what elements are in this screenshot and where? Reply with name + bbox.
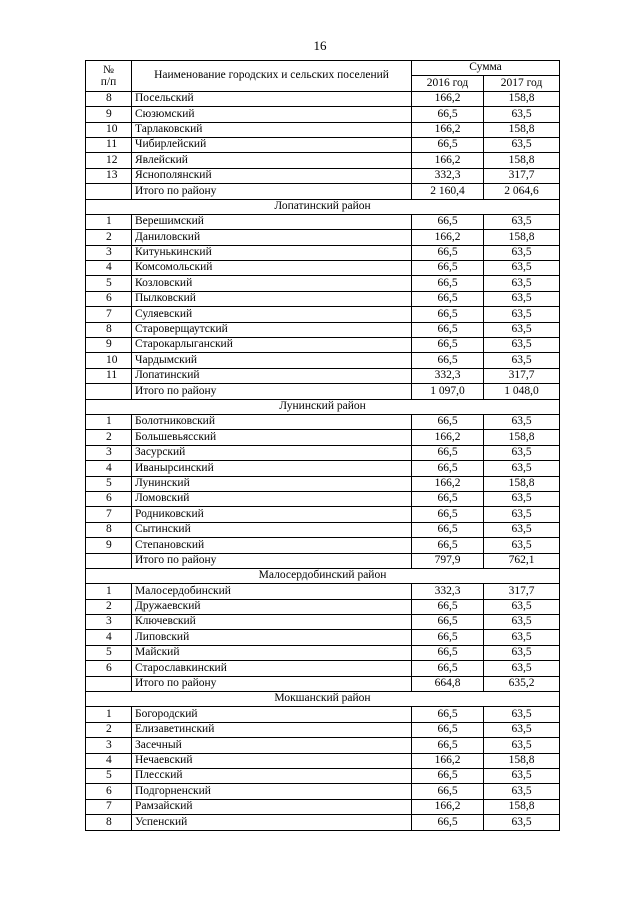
row-number: 7 — [86, 307, 132, 322]
total-number-blank — [86, 676, 132, 691]
settlement-name: Тарлаковский — [132, 122, 412, 137]
table-row — [86, 522, 560, 537]
sum-2016: 66,5 — [412, 445, 484, 460]
sum-2016: 66,5 — [412, 461, 484, 476]
settlement-name: Старокарлыганский — [132, 338, 412, 353]
sum-2016: 166,2 — [412, 430, 484, 445]
settlement-name: Засечный — [132, 738, 412, 753]
table-row — [86, 445, 560, 460]
sum-2017: 63,5 — [484, 445, 560, 460]
table-row — [86, 338, 560, 353]
table-row — [86, 738, 560, 753]
sum-2016: 66,5 — [412, 538, 484, 553]
settlement-name: Явлейский — [132, 153, 412, 168]
total-label: Итого по району — [132, 553, 412, 568]
row-number: 5 — [86, 276, 132, 291]
row-number: 6 — [86, 661, 132, 676]
sum-2017: 63,5 — [484, 707, 560, 722]
table-row — [86, 538, 560, 553]
table-header — [86, 61, 560, 92]
sum-2017: 63,5 — [484, 353, 560, 368]
sum-2016: 166,2 — [412, 799, 484, 814]
settlement-name: Сюзюмский — [132, 107, 412, 122]
sum-2016: 66,5 — [412, 214, 484, 229]
table-row — [86, 414, 560, 429]
table-row — [86, 815, 560, 830]
sum-2017: 63,5 — [484, 507, 560, 522]
table-row — [86, 322, 560, 337]
total-number-blank — [86, 184, 132, 199]
header-sum: Сумма — [412, 61, 560, 76]
table-row — [86, 615, 560, 630]
table-row — [86, 661, 560, 676]
settlement-name: Суляевский — [132, 307, 412, 322]
settlement-name: Старославкинский — [132, 661, 412, 676]
sum-2016: 66,5 — [412, 491, 484, 506]
sum-2017: 63,5 — [484, 461, 560, 476]
sum-2016: 66,5 — [412, 522, 484, 537]
header-year-2016: 2016 год — [412, 76, 484, 91]
settlement-name: Ломовский — [132, 491, 412, 506]
table-row — [86, 507, 560, 522]
settlement-name: Иванырсинский — [132, 461, 412, 476]
settlement-name: Чардымский — [132, 353, 412, 368]
row-number: 2 — [86, 430, 132, 445]
table-row — [86, 707, 560, 722]
settlement-name: Степановский — [132, 538, 412, 553]
row-number: 5 — [86, 476, 132, 491]
sum-2017: 63,5 — [484, 137, 560, 152]
sum-2016: 332,3 — [412, 584, 484, 599]
row-number: 2 — [86, 230, 132, 245]
row-number: 11 — [86, 368, 132, 383]
settlement-name: Малосердобинский — [132, 584, 412, 599]
table-row — [86, 630, 560, 645]
settlement-name: Плесский — [132, 768, 412, 783]
sum-2016: 66,5 — [412, 245, 484, 260]
table-row — [86, 491, 560, 506]
row-number: 10 — [86, 122, 132, 137]
sum-2017: 158,8 — [484, 476, 560, 491]
sum-2017: 63,5 — [484, 338, 560, 353]
settlement-name: Дружаевский — [132, 599, 412, 614]
row-number: 8 — [86, 815, 132, 830]
settlement-name: Староверщаутский — [132, 322, 412, 337]
district-total-row — [86, 384, 560, 399]
district-title: Лопатинский район — [86, 199, 560, 214]
settlement-name: Козловский — [132, 276, 412, 291]
sum-2017: 63,5 — [484, 722, 560, 737]
table-row — [86, 168, 560, 183]
table-row — [86, 476, 560, 491]
settlement-name: Успенский — [132, 815, 412, 830]
row-number: 13 — [86, 168, 132, 183]
sum-2016: 66,5 — [412, 276, 484, 291]
row-number: 6 — [86, 291, 132, 306]
settlement-name: Большевьясский — [132, 430, 412, 445]
row-number: 1 — [86, 707, 132, 722]
total-2017: 1 048,0 — [484, 384, 560, 399]
table-row — [86, 722, 560, 737]
total-2017: 635,2 — [484, 676, 560, 691]
settlement-name: Липовский — [132, 630, 412, 645]
sum-2016: 332,3 — [412, 168, 484, 183]
sum-2017: 63,5 — [484, 615, 560, 630]
settlement-name: Чибирлейский — [132, 137, 412, 152]
district-total-row — [86, 184, 560, 199]
settlement-name: Китунькинский — [132, 245, 412, 260]
sum-2016: 166,2 — [412, 122, 484, 137]
sum-2017: 63,5 — [484, 522, 560, 537]
row-number: 8 — [86, 322, 132, 337]
sum-2016: 66,5 — [412, 338, 484, 353]
sum-2016: 66,5 — [412, 738, 484, 753]
row-number: 8 — [86, 91, 132, 106]
row-number: 3 — [86, 738, 132, 753]
total-2016: 664,8 — [412, 676, 484, 691]
settlement-name: Лопатинский — [132, 368, 412, 383]
sum-2016: 66,5 — [412, 599, 484, 614]
row-number: 3 — [86, 615, 132, 630]
row-number: 7 — [86, 799, 132, 814]
settlement-name: Яснополянский — [132, 168, 412, 183]
sum-2016: 66,5 — [412, 645, 484, 660]
row-number: 9 — [86, 338, 132, 353]
settlement-name: Лунинский — [132, 476, 412, 491]
sum-2016: 66,5 — [412, 661, 484, 676]
row-number: 9 — [86, 107, 132, 122]
row-number: 3 — [86, 245, 132, 260]
row-number: 1 — [86, 214, 132, 229]
total-2016: 797,9 — [412, 553, 484, 568]
sum-2017: 317,7 — [484, 584, 560, 599]
table-row — [86, 584, 560, 599]
sum-2017: 63,5 — [484, 291, 560, 306]
sum-2017: 63,5 — [484, 491, 560, 506]
row-number: 6 — [86, 491, 132, 506]
total-2017: 2 064,6 — [484, 184, 560, 199]
sum-2017: 317,7 — [484, 368, 560, 383]
settlement-name: Верешимский — [132, 214, 412, 229]
settlement-name: Засурский — [132, 445, 412, 460]
page-number: 16 — [313, 38, 327, 53]
district-title: Лунинский район — [86, 399, 560, 414]
row-number: 4 — [86, 630, 132, 645]
row-number: 6 — [86, 784, 132, 799]
sum-2016: 166,2 — [412, 476, 484, 491]
settlement-name: Елизаветинский — [132, 722, 412, 737]
sum-2016: 166,2 — [412, 230, 484, 245]
header-number-abbr: п/п — [100, 75, 117, 88]
sum-2017: 63,5 — [484, 661, 560, 676]
sum-2017: 158,8 — [484, 91, 560, 106]
sum-2016: 166,2 — [412, 91, 484, 106]
table-row — [86, 230, 560, 245]
settlement-name: Ключевский — [132, 615, 412, 630]
sum-2017: 63,5 — [484, 768, 560, 783]
row-number: 2 — [86, 599, 132, 614]
row-number: 5 — [86, 768, 132, 783]
row-number: 2 — [86, 722, 132, 737]
table-row — [86, 91, 560, 106]
total-label: Итого по району — [132, 184, 412, 199]
settlement-name: Подгорненский — [132, 784, 412, 799]
sum-2017: 63,5 — [484, 784, 560, 799]
sum-2017: 63,5 — [484, 307, 560, 322]
sum-2017: 63,5 — [484, 599, 560, 614]
total-label: Итого по району — [132, 384, 412, 399]
header-number-symbol: № — [103, 63, 114, 76]
sum-2017: 158,8 — [484, 230, 560, 245]
sum-2017: 158,8 — [484, 753, 560, 768]
table-row — [86, 353, 560, 368]
total-number-blank — [86, 384, 132, 399]
sum-2017: 63,5 — [484, 738, 560, 753]
sum-2017: 63,5 — [484, 322, 560, 337]
header-name-column: Наименование городских и сельских поселений — [132, 61, 412, 92]
district-title: Малосердобинский район — [86, 568, 560, 583]
table-row — [86, 107, 560, 122]
row-number: 9 — [86, 538, 132, 553]
table-row — [86, 276, 560, 291]
sum-2016: 66,5 — [412, 815, 484, 830]
table-row — [86, 261, 560, 276]
district-heading-row — [86, 692, 560, 707]
row-number: 8 — [86, 522, 132, 537]
sum-2017: 63,5 — [484, 815, 560, 830]
settlement-name: Болотниковский — [132, 414, 412, 429]
sum-2017: 158,8 — [484, 430, 560, 445]
total-2016: 2 160,4 — [412, 184, 484, 199]
sum-2016: 66,5 — [412, 507, 484, 522]
table-row — [86, 291, 560, 306]
district-total-row — [86, 553, 560, 568]
sum-2016: 66,5 — [412, 768, 484, 783]
sum-2016: 66,5 — [412, 291, 484, 306]
settlement-name: Майский — [132, 645, 412, 660]
sum-2017: 158,8 — [484, 153, 560, 168]
sum-2017: 63,5 — [484, 645, 560, 660]
sum-2016: 332,3 — [412, 368, 484, 383]
row-number: 10 — [86, 353, 132, 368]
sum-2017: 63,5 — [484, 630, 560, 645]
sum-2016: 166,2 — [412, 153, 484, 168]
table-row — [86, 599, 560, 614]
settlement-name: Нечаевский — [132, 753, 412, 768]
table-row — [86, 307, 560, 322]
table-row — [86, 153, 560, 168]
sum-2016: 66,5 — [412, 784, 484, 799]
table-row — [86, 645, 560, 660]
row-number: 7 — [86, 507, 132, 522]
sum-2016: 66,5 — [412, 722, 484, 737]
total-label: Итого по району — [132, 676, 412, 691]
total-2017: 762,1 — [484, 553, 560, 568]
settlement-name: Пылковский — [132, 291, 412, 306]
row-number: 1 — [86, 414, 132, 429]
header-year-2017: 2017 год — [484, 76, 560, 91]
table-row — [86, 214, 560, 229]
table-body — [86, 91, 560, 830]
sum-2016: 66,5 — [412, 353, 484, 368]
sum-2016: 66,5 — [412, 630, 484, 645]
table-row — [86, 368, 560, 383]
sum-2017: 158,8 — [484, 799, 560, 814]
sum-2016: 66,5 — [412, 307, 484, 322]
sum-2017: 63,5 — [484, 107, 560, 122]
table-row — [86, 461, 560, 476]
row-number: 5 — [86, 645, 132, 660]
table-row — [86, 430, 560, 445]
table-row — [86, 799, 560, 814]
district-heading-row — [86, 568, 560, 583]
total-2016: 1 097,0 — [412, 384, 484, 399]
sum-2017: 158,8 — [484, 122, 560, 137]
sum-2017: 63,5 — [484, 214, 560, 229]
sum-2016: 66,5 — [412, 107, 484, 122]
settlement-name: Даниловский — [132, 230, 412, 245]
sum-2016: 66,5 — [412, 414, 484, 429]
sum-2016: 66,5 — [412, 261, 484, 276]
settlement-name: Богородский — [132, 707, 412, 722]
sum-2016: 66,5 — [412, 322, 484, 337]
settlement-name: Родниковский — [132, 507, 412, 522]
row-number: 12 — [86, 153, 132, 168]
row-number: 1 — [86, 584, 132, 599]
sum-2017: 63,5 — [484, 538, 560, 553]
header-number-column — [86, 61, 132, 92]
table-row — [86, 122, 560, 137]
sum-2016: 66,5 — [412, 615, 484, 630]
sum-2017: 63,5 — [484, 245, 560, 260]
sum-2017: 63,5 — [484, 261, 560, 276]
table-row — [86, 753, 560, 768]
settlement-name: Сытинский — [132, 522, 412, 537]
row-number: 4 — [86, 753, 132, 768]
row-number: 3 — [86, 445, 132, 460]
sum-2016: 66,5 — [412, 137, 484, 152]
sum-2016: 66,5 — [412, 707, 484, 722]
settlement-name: Посельский — [132, 91, 412, 106]
sum-2016: 166,2 — [412, 753, 484, 768]
row-number: 4 — [86, 461, 132, 476]
table-row — [86, 137, 560, 152]
total-number-blank — [86, 553, 132, 568]
table-row — [86, 784, 560, 799]
sum-2017: 317,7 — [484, 168, 560, 183]
district-heading-row — [86, 199, 560, 214]
district-total-row — [86, 676, 560, 691]
table-row — [86, 768, 560, 783]
sum-2017: 63,5 — [484, 276, 560, 291]
settlement-name: Рамзайский — [132, 799, 412, 814]
row-number: 11 — [86, 137, 132, 152]
settlement-name: Комсомольский — [132, 261, 412, 276]
district-heading-row — [86, 399, 560, 414]
table-row — [86, 245, 560, 260]
sum-2017: 63,5 — [484, 414, 560, 429]
row-number: 4 — [86, 261, 132, 276]
budget-table — [85, 60, 560, 831]
district-title: Мокшанский район — [86, 692, 560, 707]
